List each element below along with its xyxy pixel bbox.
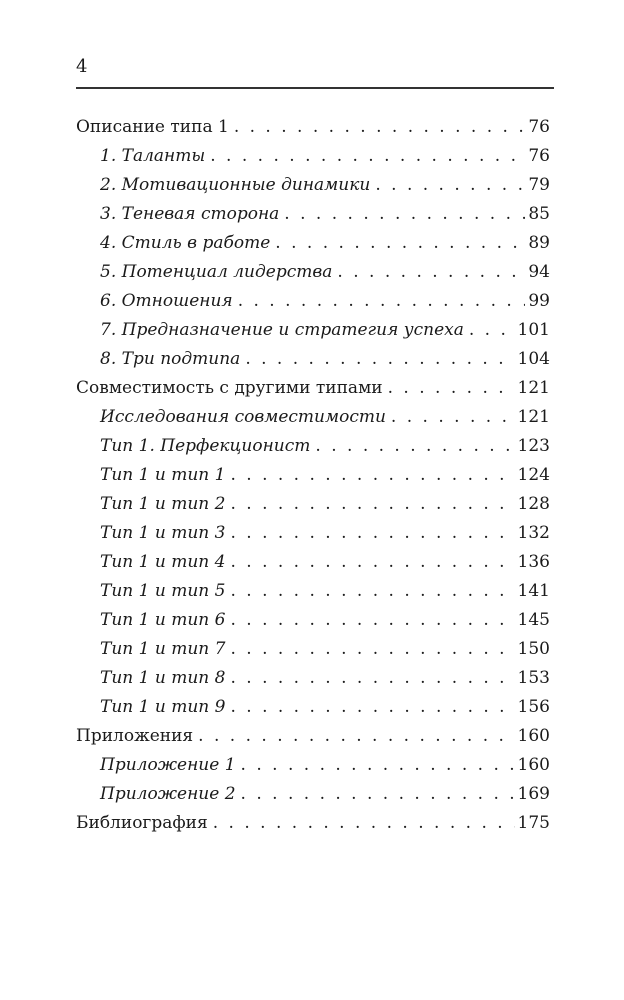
dot-leader: [230, 606, 514, 635]
toc-entry: [76, 809, 550, 838]
toc-entry-title: Приложение 1: [100, 755, 236, 775]
toc-entry: [76, 403, 550, 432]
toc-entry-page: 79: [528, 175, 550, 195]
toc-entry-page: 94: [528, 262, 550, 282]
dot-leader: [337, 258, 525, 287]
page-number: 4: [76, 56, 88, 77]
toc-entry: [76, 577, 550, 606]
toc-entry-page: 169: [517, 784, 550, 804]
toc-entry-title: Совместимость с другими типами: [76, 378, 383, 398]
dot-leader: [275, 229, 525, 258]
dot-leader: [238, 287, 526, 316]
toc-entry-title: 7. Предназначение и стратегия успеха: [100, 320, 464, 340]
toc-entry-title: 4. Стиль в работе: [100, 233, 271, 253]
dot-leader: [469, 316, 515, 345]
toc-entry: [76, 461, 550, 490]
toc-entry-title: 3. Теневая сторона: [100, 204, 280, 224]
dot-leader: [213, 809, 515, 838]
toc-entry-page: 99: [528, 291, 550, 311]
toc-entry-title: Тип 1 и тип 1: [100, 465, 226, 485]
toc-entry: [76, 287, 550, 316]
dot-leader: [230, 693, 514, 722]
toc-entry-page: 160: [517, 755, 550, 775]
toc-entry-title: Библиография: [76, 813, 208, 833]
toc-entry-title: 8. Три подтипа: [100, 349, 241, 369]
dot-leader: [230, 461, 514, 490]
toc-entry: [76, 722, 550, 751]
toc-entry-page: 123: [517, 436, 550, 456]
toc-entry: [76, 374, 550, 403]
toc-entry-page: 141: [517, 581, 550, 601]
dot-leader: [375, 171, 525, 200]
toc-entry: [76, 200, 550, 229]
toc-entry: [76, 229, 550, 258]
dot-leader: [388, 374, 515, 403]
toc-entry: [76, 258, 550, 287]
toc-entry: [76, 113, 550, 142]
toc-entry-page: 136: [517, 552, 550, 572]
dot-leader: [230, 664, 514, 693]
table-of-contents: [76, 113, 550, 838]
dot-leader: [230, 490, 514, 519]
toc-entry: [76, 432, 550, 461]
toc-entry: [76, 316, 550, 345]
toc-entry: [76, 693, 550, 722]
header-rule: [76, 87, 554, 89]
dot-leader: [245, 345, 514, 374]
toc-entry-title: Исследования совместимости: [100, 407, 386, 427]
toc-entry-title: Тип 1 и тип 6: [100, 610, 226, 630]
toc-entry: [76, 606, 550, 635]
toc-entry-title: Тип 1 и тип 7: [100, 639, 226, 659]
dot-leader: [241, 751, 515, 780]
toc-entry: [76, 490, 550, 519]
toc-entry-title: Тип 1 и тип 5: [100, 581, 226, 601]
toc-entry: [76, 780, 550, 809]
toc-entry: [76, 635, 550, 664]
toc-entry-title: Тип 1 и тип 2: [100, 494, 226, 514]
dot-leader: [391, 403, 515, 432]
toc-entry-page: 85: [528, 204, 550, 224]
toc-entry: [76, 345, 550, 374]
toc-entry-title: 2. Мотивационные динамики: [100, 175, 371, 195]
toc-entry: [76, 664, 550, 693]
toc-entry-title: Тип 1 и тип 3: [100, 523, 226, 543]
toc-entry-page: 153: [517, 668, 550, 688]
toc-entry-title: 5. Потенциал лидерства: [100, 262, 333, 282]
toc-entry-page: 89: [528, 233, 550, 253]
toc-entry-title: Тип 1 и тип 4: [100, 552, 226, 572]
toc-entry-page: 121: [517, 407, 550, 427]
toc-entry-title: Тип 1 и тип 9: [100, 697, 226, 717]
toc-entry: [76, 142, 550, 171]
toc-entry-page: 104: [517, 349, 550, 369]
toc-entry: [76, 751, 550, 780]
dot-leader: [315, 432, 514, 461]
toc-entry-title: Приложение 2: [100, 784, 236, 804]
dot-leader: [210, 142, 525, 171]
toc-entry-page: 121: [517, 378, 550, 398]
toc-entry: [76, 519, 550, 548]
toc-entry-page: 124: [517, 465, 550, 485]
toc-entry-page: 76: [528, 146, 550, 166]
dot-leader: [230, 635, 514, 664]
toc-entry-page: 145: [517, 610, 550, 630]
toc-entry: [76, 171, 550, 200]
toc-entry-page: 175: [517, 813, 550, 833]
dot-leader: [234, 113, 526, 142]
toc-entry-page: 156: [517, 697, 550, 717]
toc-entry-title: Тип 1. Перфекционист: [100, 436, 311, 456]
toc-entry-title: Тип 1 и тип 8: [100, 668, 226, 688]
dot-leader: [198, 722, 514, 751]
toc-entry-page: 76: [528, 117, 550, 137]
toc-entry-page: 132: [517, 523, 550, 543]
dot-leader: [230, 577, 514, 606]
dot-leader: [230, 548, 514, 577]
toc-entry-title: Приложения: [76, 726, 194, 746]
toc-entry-page: 160: [517, 726, 550, 746]
toc-entry-title: 1. Таланты: [100, 146, 206, 166]
toc-entry-page: 128: [517, 494, 550, 514]
toc-entry-title: 6. Отношения: [100, 291, 233, 311]
toc-entry-title: Описание типа 1: [76, 117, 229, 137]
toc-entry-page: 101: [517, 320, 550, 340]
dot-leader: [284, 200, 525, 229]
toc-entry: [76, 548, 550, 577]
dot-leader: [230, 519, 514, 548]
dot-leader: [241, 780, 515, 809]
toc-entry-page: 150: [517, 639, 550, 659]
